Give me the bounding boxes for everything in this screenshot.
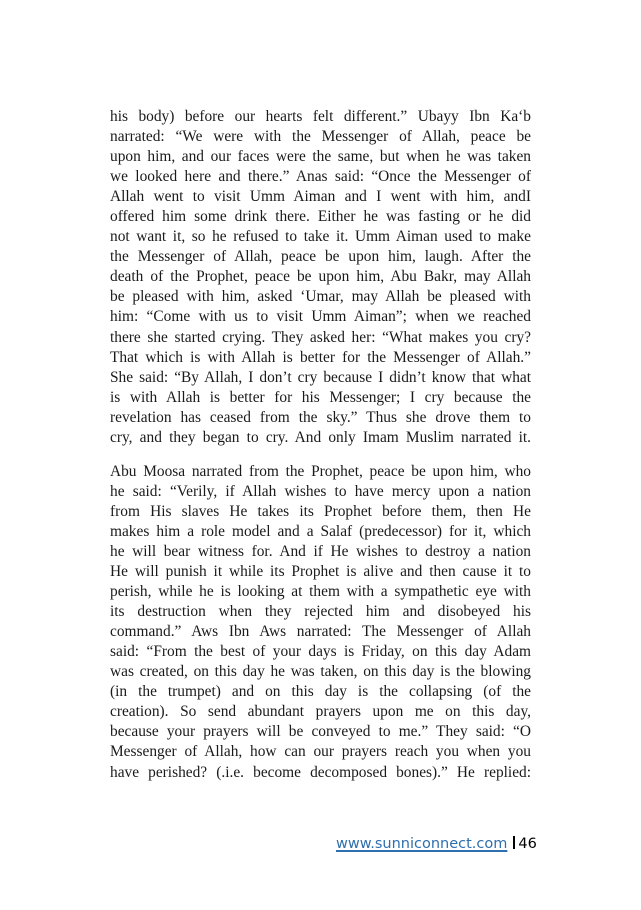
footer-separator [513,836,515,849]
paragraph-1 [110,107,531,448]
text-line: him: “Come with us to visit Umm Aiman”; when we reached [110,308,531,326]
text-line: narrated: “We were with the Messenger of Allah, peace be [110,128,531,146]
text-line: She said: “By Allah, I don’t cry because I didn’t know that what [110,368,531,386]
text-line: his body) before our hearts felt different.” Ubayy Ibn Ka‘b [110,108,531,125]
text-line: upon him, and our faces were the same, but when he was taken [110,148,531,166]
text-line: was created, on this day he was taken, on this day is the blowing [110,663,531,681]
text-line: not want it, so he refused to take it. Umm Aiman used to make [110,228,531,246]
page-number: 46 [518,836,537,852]
text-line: because your prayers will be conveyed to me.” They said: “O [110,723,531,741]
text-line: That which is with Allah is better for the Messenger of Allah.” [110,348,531,366]
text-line: perish, while he is looking at them with a sympathetic eye with [110,583,531,601]
text-line: said: “From the best of your days is Friday, on this day Adam [110,643,531,661]
text-line: there she started crying. They asked her: “What makes you cry? [110,328,531,346]
paragraph-2 [110,462,531,783]
text-line: cry, and they began to cry. And only Imam Muslim narrated it. [110,428,531,446]
text-line: makes him a role model and a Salaf (predecessor) for it, which [110,522,531,540]
text-line: Messenger of Allah, how can our prayers reach you when you [110,743,531,761]
text-line: its destruction when they rejected him and disobeyed his [110,603,531,621]
text-line: creation). So send abundant prayers upon me on this day, [110,703,531,721]
body-text [110,107,531,783]
text-line: the Messenger of Allah, peace be upon him, laugh. After the [110,248,531,266]
text-line: he will bear witness for. And if He wishes to destroy a nation [110,542,531,560]
text-line: He will punish it while its Prophet is alive and then cause it to [110,563,531,581]
text-line: have perished? (.i.e. become decomposed bones).” He replied: [110,763,531,781]
text-line: revelation has ceased from the sky.” Thus she drove them to [110,408,531,426]
text-line: Abu Moosa narrated from the Prophet, peace be upon him, who [110,462,531,480]
text-line: is with Allah is better for his Messenger; I cry because the [110,388,531,406]
text-line: death of the Prophet, peace be upon him, Abu Bakr, may Allah [110,268,531,286]
text-line: we looked here and there.” Anas said: “Once the Messenger of [110,168,531,186]
text-line: Allah went to visit Umm Aiman and I went with him, andI [110,188,531,206]
text-line: be pleased with him, asked ‘Umar, may Allah be pleased with [110,288,531,306]
text-line: command.” Aws Ibn Aws narrated: The Messenger of Allah [110,623,531,641]
paragraph-gap [110,448,531,462]
text-line: from His slaves He takes its Prophet before them, then He [110,502,531,520]
text-line: he said: “Verily, if Allah wishes to have mercy upon a nation [110,482,531,500]
text-line: (in the trumpet) and on this day is the collapsing (of the [110,683,531,701]
page-footer [336,836,537,852]
website-link[interactable]: www.sunniconnect.com [336,836,508,852]
text-line: offered him some drink there. Either he was fasting or he did [110,208,531,226]
